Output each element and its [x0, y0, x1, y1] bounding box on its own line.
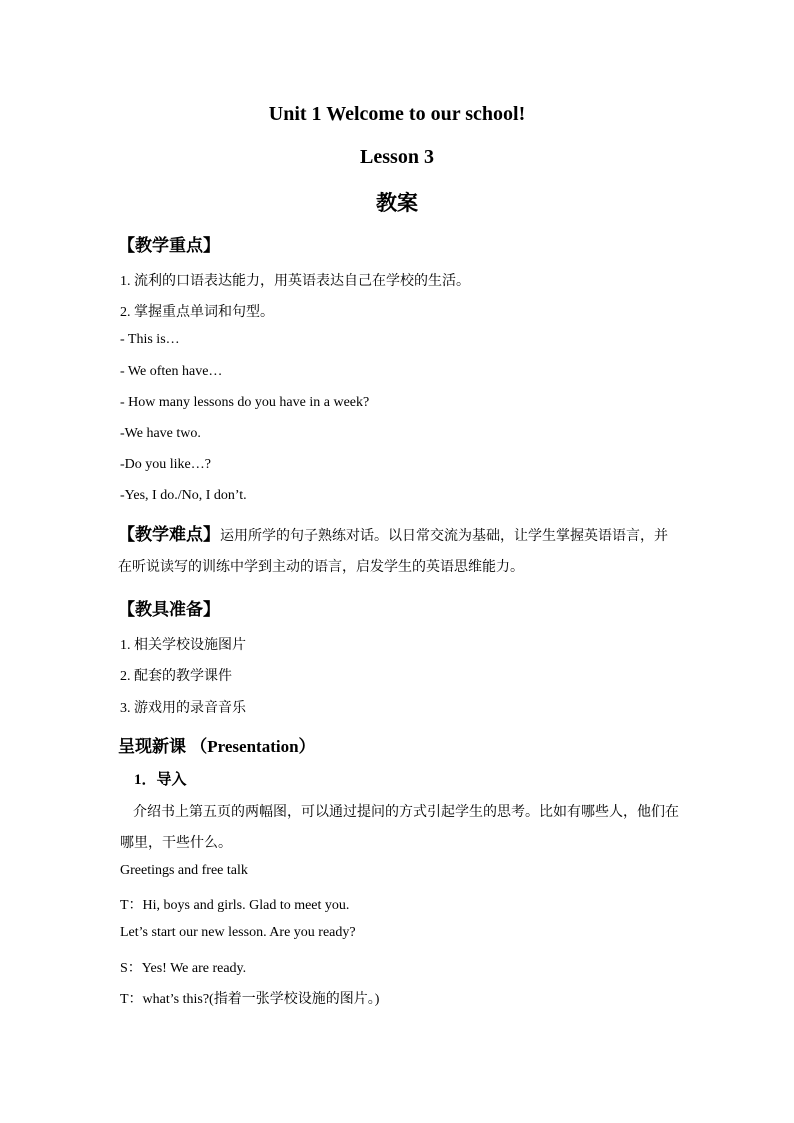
key-point-item: 1. 流利的口语表达能力，用英语表达自己在学校的生活。 — [120, 274, 470, 289]
material-item: 2. 配套的教学课件 — [120, 669, 232, 684]
presentation-heading: 呈现新课 （Presentation） — [118, 737, 316, 756]
material-item: 3. 游戏用的录音音乐 — [120, 701, 246, 716]
key-point-item: -Yes, I do./No, I don’t. — [120, 488, 247, 503]
key-point-item: - This is… — [120, 332, 180, 347]
difficulty-heading: 【教学难点】 — [118, 525, 220, 544]
key-point-item: - We often have… — [120, 364, 223, 379]
material-item: 1. 相关学校设施图片 — [120, 638, 246, 653]
unit-title: Unit 1 Welcome to our school! — [268, 103, 526, 125]
key-point-item: -Do you like…? — [120, 457, 211, 472]
doc-type-title: 教案 — [376, 191, 418, 215]
dialogue-line: S：Yes! We are ready. — [120, 961, 247, 976]
dialogue-line: Let’s start our new lesson. Are you ready? — [120, 925, 356, 940]
dialogue-line: T：what’s this?(指着一张学校设施的图片。) — [120, 992, 380, 1007]
key-points-heading: 【教学重点】 — [118, 236, 220, 255]
difficulty-line-1 — [118, 519, 678, 552]
dialogue-line: Greetings and free talk — [120, 863, 248, 878]
key-point-item: - How many lessons do you have in a week? — [120, 395, 370, 410]
difficulty-line-2: 在听说读写的训练中学到主动的语言，启发学生的英语思维能力。 — [118, 560, 524, 575]
step-1-title: 1．导入 — [134, 772, 187, 788]
intro-line-1: 介绍书上第五页的两幅图，可以通过提问的方式引起学生的思考。比如有哪些人，他们在 — [133, 805, 679, 820]
intro-line-2: 哪里，干些什么。 — [120, 836, 232, 851]
lesson-title: Lesson 3 — [360, 146, 434, 168]
difficulty-paragraph — [118, 519, 678, 583]
key-point-item: -We have two. — [120, 426, 201, 441]
key-point-item: 2. 掌握重点单词和句型。 — [120, 305, 274, 320]
materials-heading: 【教具准备】 — [118, 600, 220, 619]
difficulty-text-1: 运用所学的句子熟练对话。以日常交流为基础，让学生掌握英语语言，并 — [220, 529, 668, 544]
dialogue-line: T：Hi, boys and girls. Glad to meet you. — [120, 898, 350, 913]
